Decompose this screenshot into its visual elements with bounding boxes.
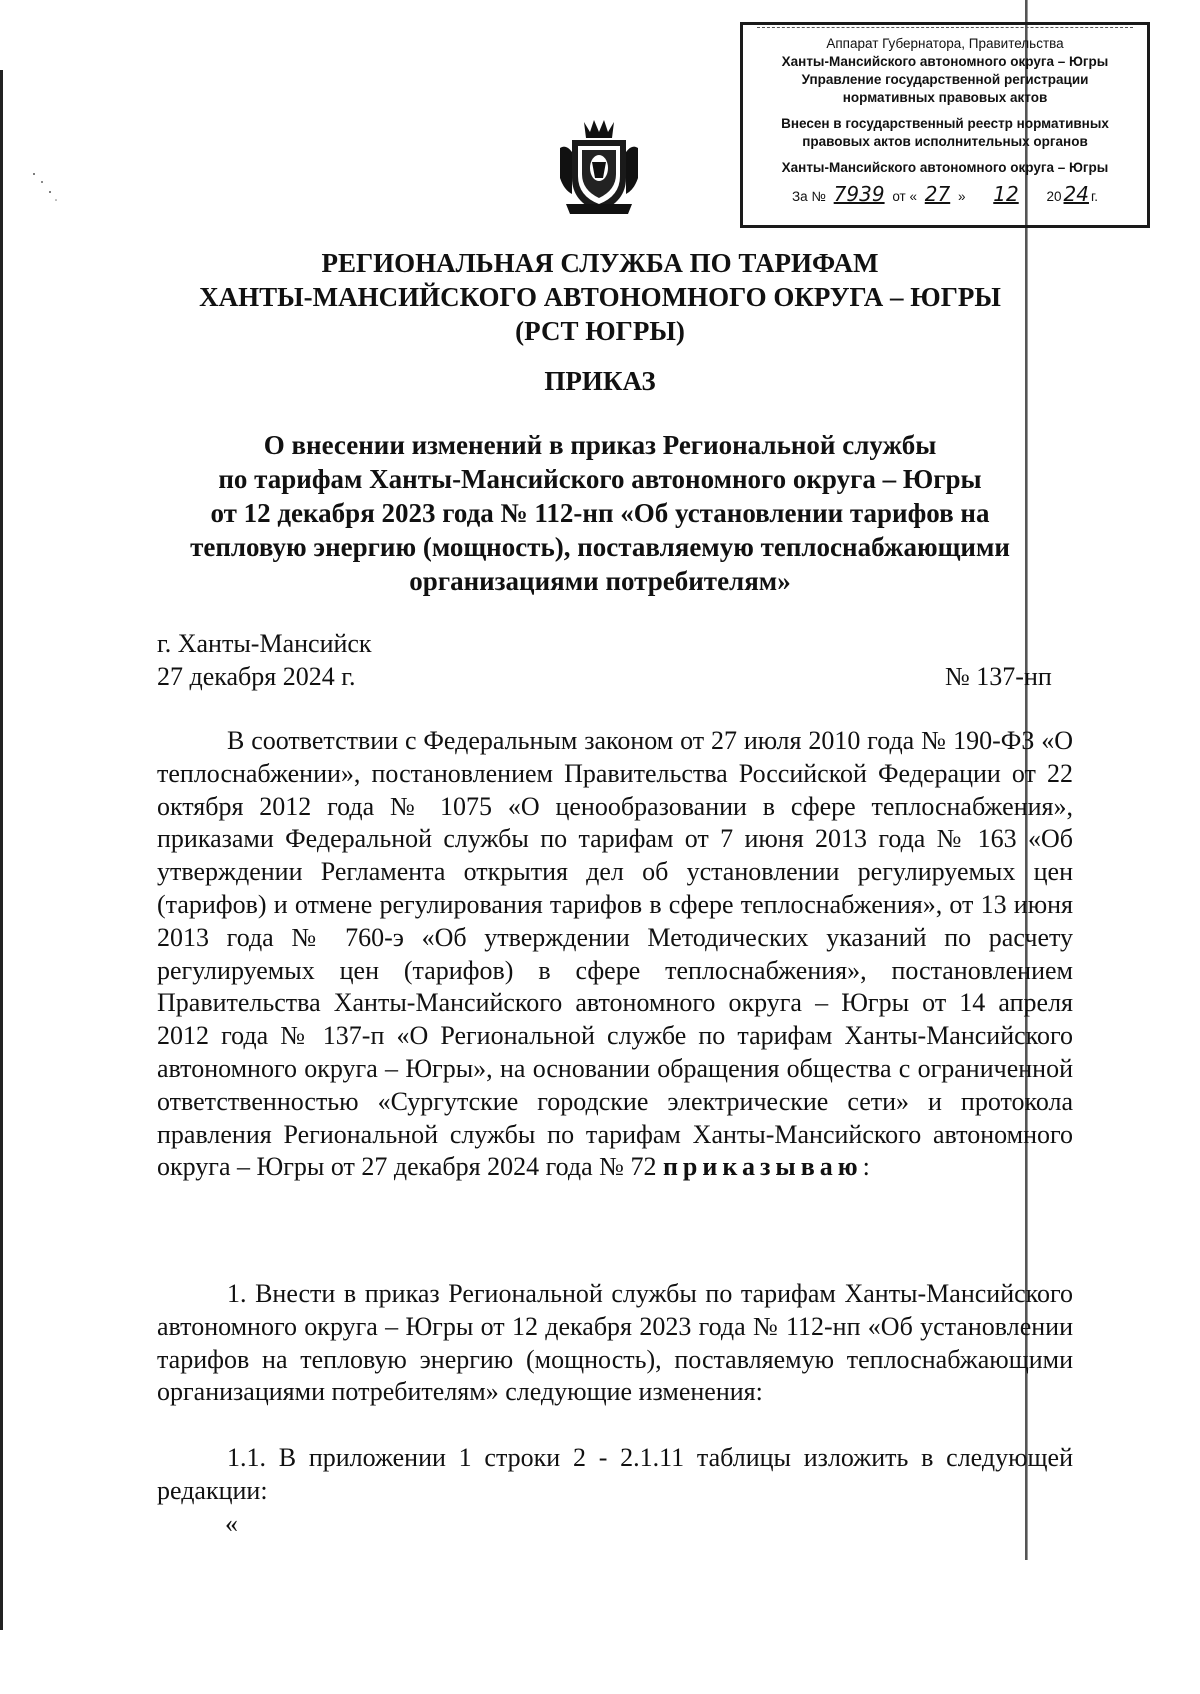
stamp-day: 27	[924, 182, 951, 206]
stamp-reg-prefix: За №	[792, 189, 826, 204]
scan-edge-line	[0, 70, 3, 1630]
document-date: 27 декабря 2024 г.	[157, 662, 356, 691]
subject-line-2: по тарифам Ханты-Мансийского автономного округа – Югры	[218, 464, 982, 494]
stamp-line-3: Управление государственной регистрации	[801, 72, 1089, 87]
order-word: приказываю	[662, 1152, 863, 1182]
organization-heading	[150, 246, 1050, 348]
stamp-quote-close: »	[957, 189, 966, 204]
subject-line-1: О внесении изменений в приказ Региональной службы	[263, 430, 937, 460]
stamp-line-4: нормативных правовых актов	[842, 90, 1048, 105]
org-line-3: (РСТ ЮГРЫ)	[515, 316, 685, 346]
item-1-paragraph: 1. Внести в приказ Региональной службы по тарифам Ханты-Мансийского автономного округа – Югры от 12 декабря 2023 года № 112-нп «Об установлении тарифов на тепловую энергию (мощность), поставляемую теплоснабжающими организациями потребителям» следующие изменения:	[157, 1279, 1073, 1407]
stamp-year-suffix: 24	[1063, 182, 1089, 206]
stamp-line-1: Аппарат Губернатора, Правительства	[826, 36, 1064, 51]
document-number: № 137-нп	[945, 662, 1052, 691]
document-subject	[150, 428, 1050, 598]
stamp-line-5: Внесен в государственный реестр нормативных	[781, 116, 1109, 131]
org-line-2: ХАНТЫ-МАНСИЙСКОГО АВТОНОМНОГО ОКРУГА – ЮГРЫ	[199, 282, 1001, 312]
stamp-year-end: г.	[1090, 189, 1098, 204]
subject-line-4: тепловую энергию (мощность), поставляемую теплоснабжающими	[190, 532, 1010, 562]
stamp-line-6: правовых актов исполнительных органов	[802, 134, 1088, 149]
stamp-line-2: Ханты-Мансийского автономного округа – Югры	[781, 54, 1109, 69]
scan-specks	[30, 170, 60, 210]
subject-line-5: организациями потребителям»	[409, 566, 791, 596]
preamble-paragraph	[157, 725, 1073, 1184]
quote-open: «	[225, 1509, 238, 1538]
stamp-registration-date	[749, 182, 1141, 206]
stamp-reg-number: 7939	[833, 182, 885, 206]
registration-stamp	[740, 22, 1150, 228]
preamble-text: В соответствии с Федеральным законом от 27 июля 2010 года № 190-ФЗ «О теплоснабжении», постановлением Правительства Российской Федерации от 22 октября 2012 года № 1075 «О ценообразовании в сфере теплоснабжения», приказами Федеральной службы по тарифам от 7 июня 2013 года № 163 «Об утверждении Регламента открытия дел об установлении регулируемых цен (тарифов) и отмене регулирования тарифов в сфере теплоснабжения», от 13 июня 2013 года № 760-э «Об утверждении Методических указаний по расчету регулируемых цен (тарифов) в сфере теплоснабжения», постановлением Правительства Ханты-Мансийского автономного округа – Югры от 14 апреля 2012 года № 137-п «О Региональной службе по тарифам Ханты-Мансийского автономного округа – Югры», на основании обращения общества с ограниченной ответственностью «Сургутские городские электрические сети» и протокола правления Региональной службы по тарифам Ханты-Мансийского автономного округа – Югры от 27 декабря 2024 года № 72	[157, 726, 1073, 1182]
document-city: г. Ханты-Мансийск	[157, 629, 372, 658]
org-line-1: РЕГИОНАЛЬНАЯ СЛУЖБА ПО ТАРИФАМ	[321, 248, 879, 278]
document-type-heading: ПРИКАЗ	[544, 366, 656, 396]
stamp-line-7: Ханты-Мансийского автономного округа – Югры	[781, 160, 1109, 175]
order-colon: :	[862, 1152, 870, 1182]
stamp-month: 12	[993, 182, 1019, 206]
subject-line-3: от 12 декабря 2023 года № 112-нп «Об установлении тарифов на	[210, 498, 990, 528]
coat-of-arms-emblem	[556, 118, 642, 216]
stamp-top-dashes	[757, 27, 1133, 28]
stamp-year-prefix: 20	[1046, 189, 1062, 204]
item-1-1-paragraph: 1.1. В приложении 1 строки 2 - 2.1.11 таблицы изложить в следующей редакции:	[157, 1443, 1073, 1505]
stamp-from: от «	[892, 189, 917, 204]
